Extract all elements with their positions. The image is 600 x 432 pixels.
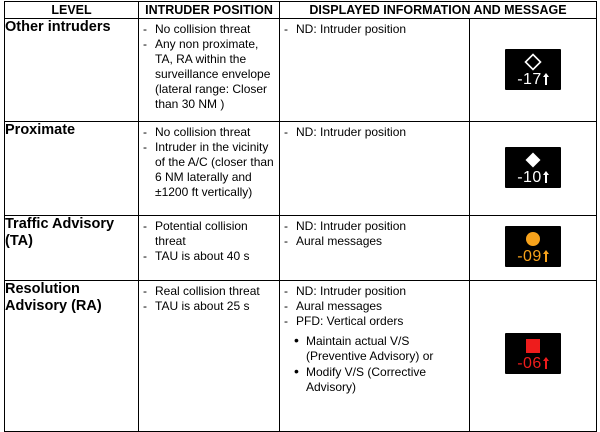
filled-circle-icon: [524, 230, 542, 248]
list-item: • Maintain actual V/S (Preventive Advisory) or: [292, 334, 465, 364]
climb-arrow-icon: [543, 357, 549, 369]
level-cell: Proximate: [5, 122, 139, 216]
altitude-readout: [505, 248, 561, 266]
position-cell: [139, 122, 280, 216]
list-item: • Modify V/S (Corrective Advisory): [292, 365, 465, 395]
list-item: - Intruder in the vicinity of the A/C (closer than 6 NM laterally and ±1200 ft vertically): [143, 140, 275, 200]
position-cell: [139, 19, 280, 122]
symbol-cell: [470, 19, 597, 122]
tcas-levels-table: [4, 1, 597, 432]
list-item: - ND: Intruder position: [284, 22, 465, 37]
list-item: - No collision threat: [143, 125, 275, 140]
level-cell: Traffic Advisory (TA): [5, 216, 139, 281]
list-item: - ND: Intruder position: [284, 219, 465, 234]
traffic-symbol: [505, 333, 561, 374]
table-row-resolution-advisory: [5, 281, 597, 432]
header-row: [5, 2, 597, 19]
info-cell: [280, 122, 470, 216]
relative-altitude: -09: [517, 248, 542, 265]
traffic-symbol: [505, 49, 561, 90]
hollow-diamond-icon: [524, 53, 542, 71]
symbol-cell: [470, 281, 597, 432]
traffic-symbol: [505, 226, 561, 267]
list-item: - Aural messages: [284, 234, 465, 249]
list-item: - PFD: Vertical orders: [284, 314, 465, 329]
level-cell: Other intruders: [5, 19, 139, 122]
climb-arrow-icon: [543, 73, 549, 85]
list-item: - ND: Intruder position: [284, 125, 465, 140]
filled-diamond-icon: [524, 151, 542, 169]
relative-altitude: -17: [517, 71, 542, 88]
info-cell: [280, 19, 470, 122]
list-item: - No collision threat: [143, 22, 275, 37]
relative-altitude: -10: [517, 169, 542, 186]
info-cell: [280, 281, 470, 432]
table-row-proximate: [5, 122, 597, 216]
header-displayed-information: DISPLAYED INFORMATION AND MESSAGE: [280, 2, 597, 19]
position-cell: [139, 281, 280, 432]
symbol-cell: [470, 122, 597, 216]
climb-arrow-icon: [543, 250, 549, 262]
table-row-traffic-advisory: [5, 216, 597, 281]
info-cell: [280, 216, 470, 281]
header-intruder-position: INTRUDER POSITION: [139, 2, 280, 19]
climb-arrow-icon: [543, 171, 549, 183]
list-item: - Potential collision threat: [143, 219, 275, 249]
altitude-readout: [505, 71, 561, 89]
list-item: - TAU is about 25 s: [143, 299, 275, 314]
header-level: LEVEL: [5, 2, 139, 19]
altitude-readout: [505, 169, 561, 187]
table-row-other-intruders: [5, 19, 597, 122]
list-item: - Real collision threat: [143, 284, 275, 299]
level-cell: Resolution Advisory (RA): [5, 281, 139, 432]
list-item: - ND: Intruder position: [284, 284, 465, 299]
list-item: - Any non proximate, TA, RA within the surveillance envelope (lateral range: Closer than 30 NM ): [143, 37, 275, 112]
traffic-symbol: [505, 147, 561, 188]
relative-altitude: -06: [517, 355, 542, 372]
filled-square-icon: [524, 337, 542, 355]
list-item: - Aural messages: [284, 299, 465, 314]
symbol-cell: [470, 216, 597, 281]
position-cell: [139, 216, 280, 281]
list-item: - TAU is about 40 s: [143, 249, 275, 264]
altitude-readout: [505, 355, 561, 373]
